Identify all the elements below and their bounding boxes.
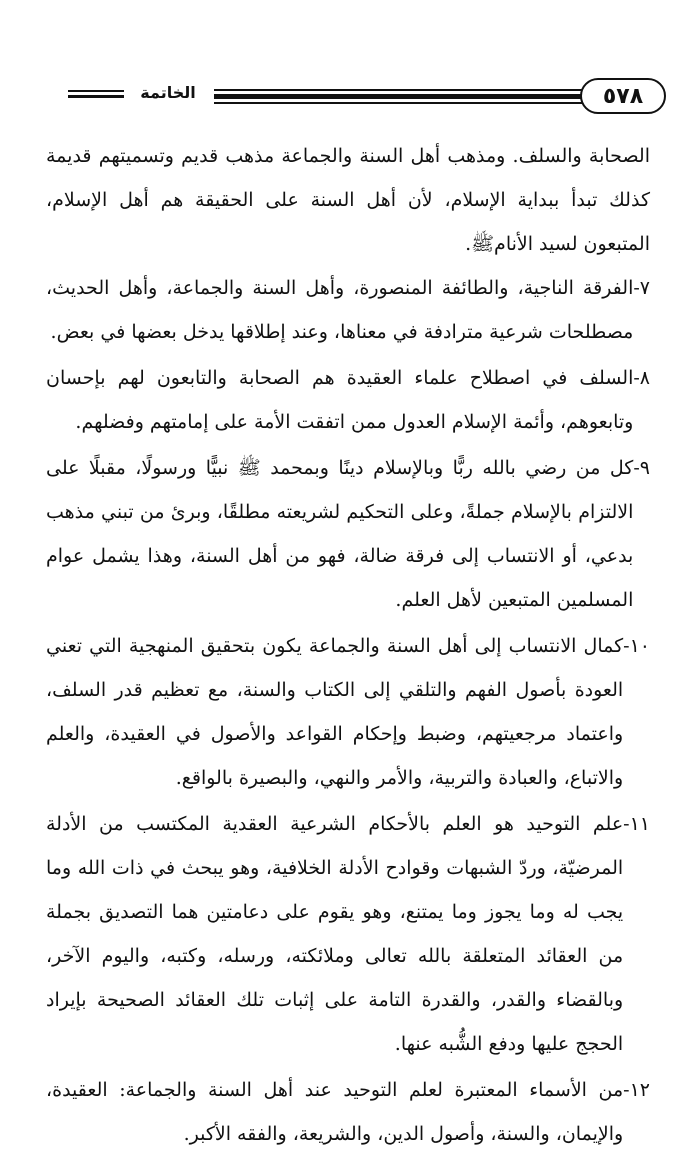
item-number: ٨- <box>633 367 650 389</box>
chapter-title: الخاتمة <box>140 83 196 102</box>
intro-paragraph: الصحابة والسلف. ومذهب أهل السنة والجماعة مذهب قديم وتسميتهم قديمة كذلك تبدأ ببداية الإسلام، لأن أهل السنة على الحقيقة هم أهل الإسلام، المتبعون لسيد الأنامﷺ. <box>46 145 650 255</box>
item-number: ١٠- <box>623 635 650 657</box>
page-body <box>46 134 650 1156</box>
item-number: ١٢- <box>623 1079 650 1101</box>
item-text: علم التوحيد هو العلم بالأحكام الشرعية العقدية المكتسب من الأدلة المرضيّة، وردّ الشبهات وقوادح الأدلة الخلافية، وهو يبحث في ذات الله وما يجب له وما يجوز وما يمتنع، وهو يقوم على دعامتين هما التصديق بجملة من العقائد المتعلقة بالله تعالى وملائكته، ورسله، وكتبه، واليوم الآخر، وبالقضاء والقدر، والقدرة التامة على إثبات تلك العقائد الصحيحة بإيراد الحجج عليها ودفع الشُّبه عنها. <box>46 813 624 1055</box>
list-item <box>46 356 650 444</box>
item-number: ٧- <box>633 277 650 299</box>
item-text: الفرقة الناجية، والطائفة المنصورة، وأهل السنة والجماعة، وأهل الحديث، مصطلحات شرعية مترادفة في معناها، وعند إطلاقها يدخل بعضها في بعض. <box>46 277 634 343</box>
list-item <box>46 1068 650 1156</box>
page-header <box>36 78 666 118</box>
chapter-rule <box>68 88 124 102</box>
list-item <box>46 802 650 1066</box>
item-number: ١١- <box>623 813 650 835</box>
item-text: كمال الانتساب إلى أهل السنة والجماعة يكون بتحقيق المنهجية التي تعني العودة بأصول الفهم والتلقي إلى الكتاب والسنة، مع تعظيم قدر السلف، واعتماد مرجعيتهم، وضبط وإحكام القواعد والأصول في العقيدة، والعلم والاتباع، والعبادة والتربية، والأمر والنهي، والبصيرة بالواقع. <box>46 635 624 789</box>
header-rule <box>214 86 582 106</box>
item-text: من الأسماء المعتبرة لعلم التوحيد عند أهل السنة والجماعة: العقيدة، والإيمان، والسنة، وأصول الدين، والشريعة، والفقه الأكبر. <box>46 1079 624 1145</box>
page-number: ٥٧٨ <box>580 78 666 114</box>
list-item <box>46 446 650 622</box>
item-text: السلف في اصطلاح علماء العقيدة هم الصحابة والتابعون لهم بإحسان وتابعوهم، وأئمة الإسلام العدول ممن اتفقت الأمة على إمامتهم وفضلهم. <box>46 367 634 433</box>
list-item <box>46 624 650 800</box>
list-item <box>46 266 650 354</box>
item-number: ٩- <box>633 457 650 479</box>
item-text: كل من رضي بالله ربًّا وبالإسلام دينًا وبمحمد ﷺ نبيًّا ورسولًا، مقبلًا على الالتزام بالإسلام جملةً، وعلى التحكيم لشريعته مطلقًا، وبرئ من تبني مذهب بدعي، أو الانتساب إلى فرقة ضالة، فهو من أهل السنة، وهذا يشمل عوام المسلمين المتبعين لأهل العلم. <box>46 457 634 611</box>
